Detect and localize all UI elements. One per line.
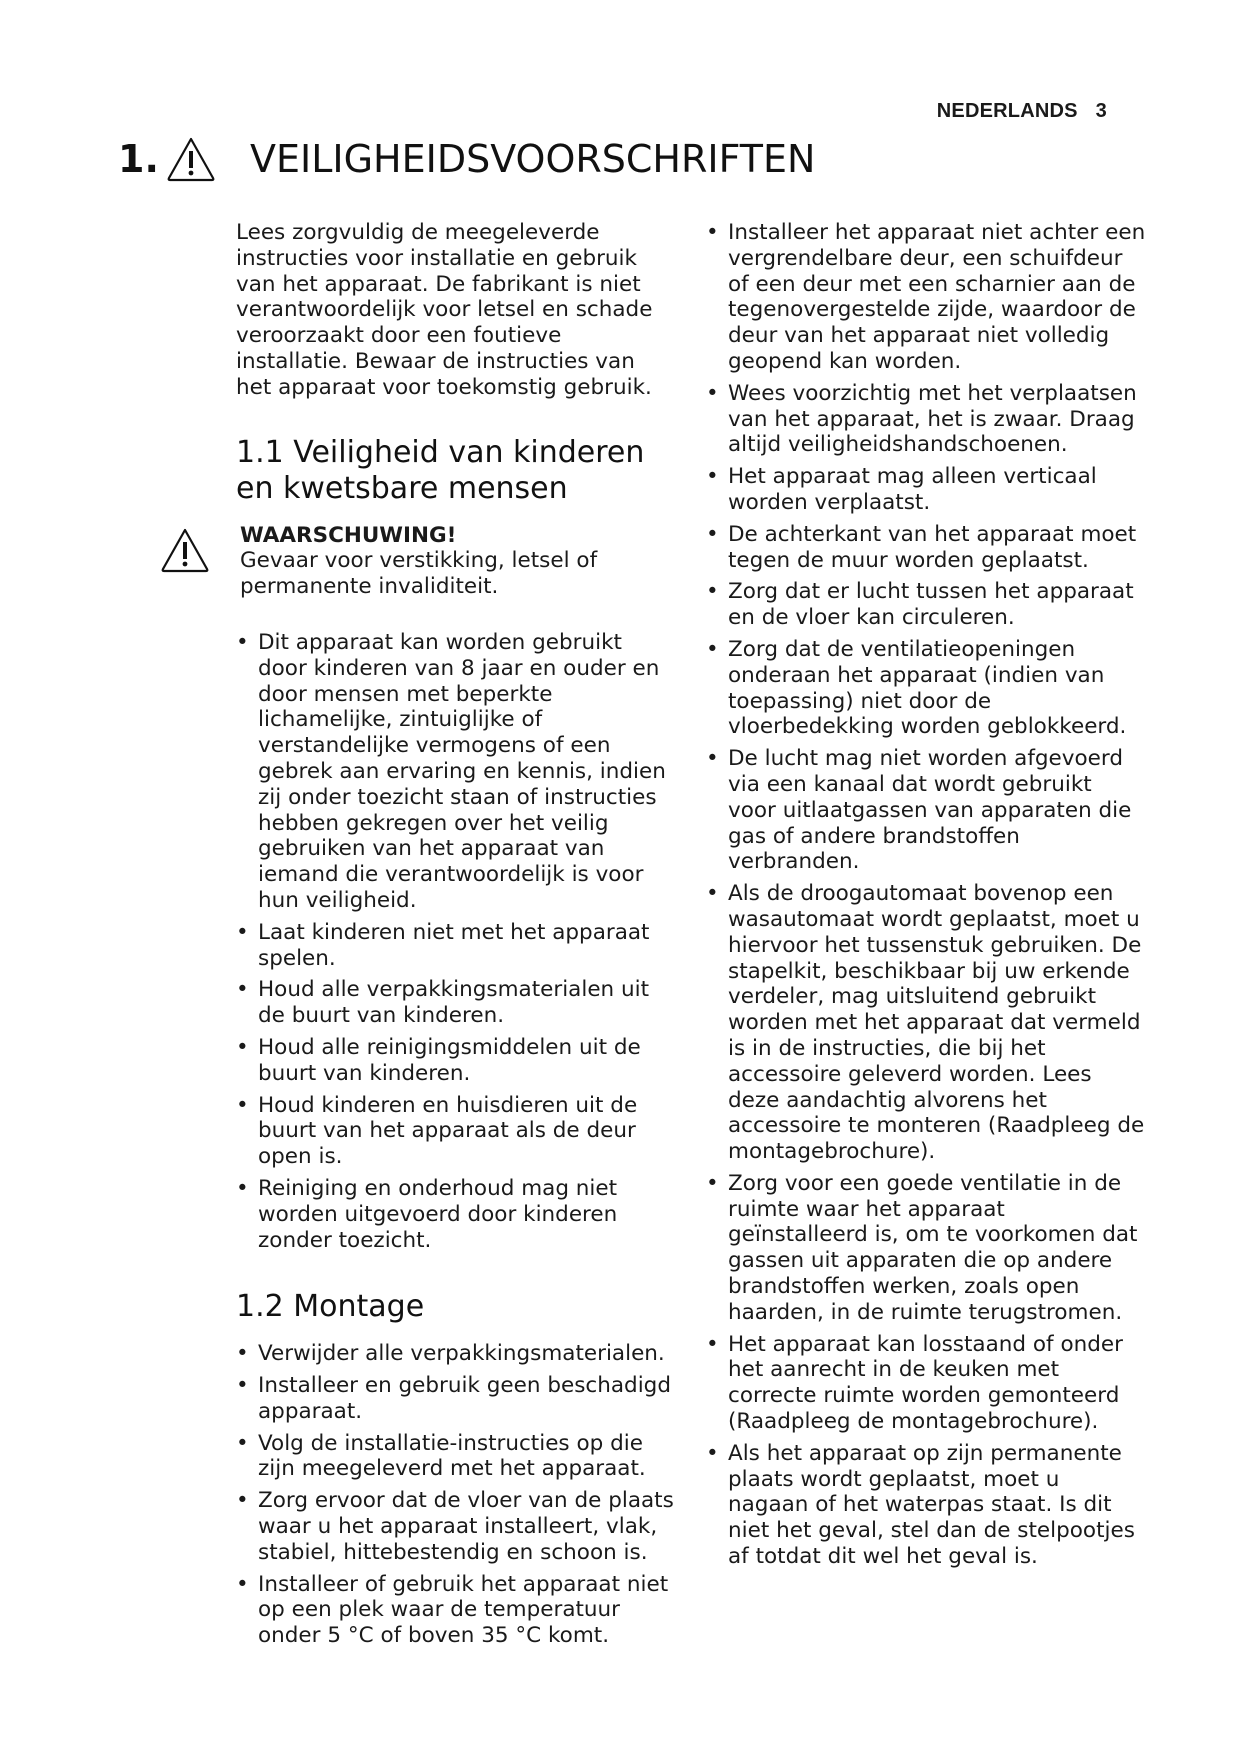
right-column	[706, 220, 1146, 1576]
list-item: • Installeer en gebruik geen beschadigd apparaat.	[236, 1373, 676, 1425]
list-item: • De achterkant van het apparaat moet tegen de muur worden geplaatst.	[706, 522, 1146, 574]
chapter-heading	[118, 136, 815, 182]
list-item: • Volg de installatie-instructies op die zijn meegeleverd met het apparaat.	[236, 1431, 676, 1483]
list-item: • Als de droogautomaat bovenop een wasautomaat wordt geplaatst, moet u hiervoor het tussenstuk gebruiken. De stapelkit, beschikbaar bij uw erkende verdeler, mag uitsluitend gebruikt worden met het apparaat dat vermeld is in de instructies, die bij het accessoire geleverd worden. Lees deze aandachtig alvorens het accessoire te monteren (Raadpleeg de montagebrochure).	[706, 881, 1146, 1165]
chapter-title: VEILIGHEIDSVOORSCHRIFTEN	[250, 137, 816, 181]
list-item: • Zorg dat de ventilatieopeningen onderaan het apparaat (indien van toepassing) niet door de vloerbedekking worden geblokkeerd.	[706, 637, 1146, 740]
list-item: • Houd alle reinigingsmiddelen uit de buurt van kinderen.	[236, 1035, 676, 1087]
left-column	[236, 220, 676, 1685]
warning-box	[160, 523, 676, 600]
list-item: • Het apparaat mag alleen verticaal worden verplaatst.	[706, 464, 1146, 516]
list-item: • Als het apparaat op zijn permanente plaats wordt geplaatst, moet u nagaan of het waterpas staat. Is dit niet het geval, stel dan de stelpootjes af totdat dit wel het geval is.	[706, 1441, 1146, 1570]
section-1-2-heading: 1.2 Montage	[236, 1289, 425, 1325]
list-item: • Zorg voor een goede ventilatie in de ruimte waar het apparaat geïnstalleerd is, om te voorkomen dat gassen uit apparaten die op andere brandstoffen werken, zoals open haarden, in de ruimte terugstromen.	[706, 1171, 1146, 1326]
list-item: • Reiniging en onderhoud mag niet worden uitgevoerd door kinderen zonder toezicht.	[236, 1176, 676, 1253]
list-item: • Verwijder alle verpakkingsmaterialen.	[236, 1341, 676, 1367]
list-item: • Houd kinderen en huisdieren uit de buurt van het apparaat als de deur open is.	[236, 1093, 676, 1170]
list-item: • De lucht mag niet worden afgevoerd via een kanaal dat wordt gebruikt voor uitlaatgassen van apparaten die gas of andere brandstoffen verbranden.	[706, 746, 1146, 875]
page-header	[937, 100, 1107, 123]
montage-list	[236, 1341, 676, 1649]
list-item: • Dit apparaat kan worden gebruikt door kinderen van 8 jaar en ouder en door mensen met beperkte lichamelijke, zintuiglijke of verstandelijke vermogens of een gebrek aan ervaring en kennis, indien zij onder toezicht staan of instructies hebben gekregen over het veilig gebruiken van het apparaat van iemand die verantwoordelijk is voor hun veiligheid.	[236, 630, 676, 914]
warning-icon	[160, 527, 210, 573]
warning-text: Gevaar voor verstikking, letsel of permanente invaliditeit.	[240, 548, 598, 600]
chapter-number: 1.	[118, 137, 159, 181]
list-item: • Laat kinderen niet met het apparaat spelen.	[236, 920, 676, 972]
list-item: • Zorg ervoor dat de vloer van de plaats waar u het apparaat installeert, vlak, stabiel, hittebestendig en schoon is.	[236, 1488, 676, 1565]
list-item: • Het apparaat kan losstaand of onder het aanrecht in de keuken met correcte ruimte worden gemonteerd (Raadpleeg de montagebrochure).	[706, 1332, 1146, 1435]
section-1-1-heading: 1.1 Veiligheid van kinderen en kwetsbare mensen	[236, 434, 645, 506]
list-item: • Houd alle verpakkingsmaterialen uit de buurt van kinderen.	[236, 977, 676, 1029]
list-item: • Installeer of gebruik het apparaat niet op een plek waar de temperatuur onder 5 °C of boven 35 °C komt.	[236, 1572, 676, 1649]
list-item: • Zorg dat er lucht tussen het apparaat en de vloer kan circuleren.	[706, 579, 1146, 631]
warning-title: WAARSCHUWING!	[240, 522, 457, 548]
warning-icon	[166, 136, 216, 182]
list-item: • Wees voorzichtig met het verplaatsen van het apparaat, het is zwaar. Draag altijd veiligheidshandschoenen.	[706, 381, 1146, 458]
children-safety-list	[236, 630, 676, 1253]
header-language: NEDERLANDS	[936, 100, 1078, 122]
list-item: • Installeer het apparaat niet achter een vergrendelbare deur, een schuifdeur of een deur met een scharnier aan de tegenovergestelde zijde, waardoor de deur van het apparaat niet volledig geopend kan worden.	[706, 220, 1146, 375]
montage-list-continued	[706, 220, 1146, 1570]
page-number: 3	[1095, 100, 1107, 122]
intro-paragraph: Lees zorgvuldig de meegeleverde instructies voor installatie en gebruik van het apparaat. De fabrikant is niet verantwoordelijk voor letsel en schade veroorzaakt door een foutieve installatie. Bewaar de instructies van het apparaat voor toekomstig gebruik.	[236, 220, 653, 400]
